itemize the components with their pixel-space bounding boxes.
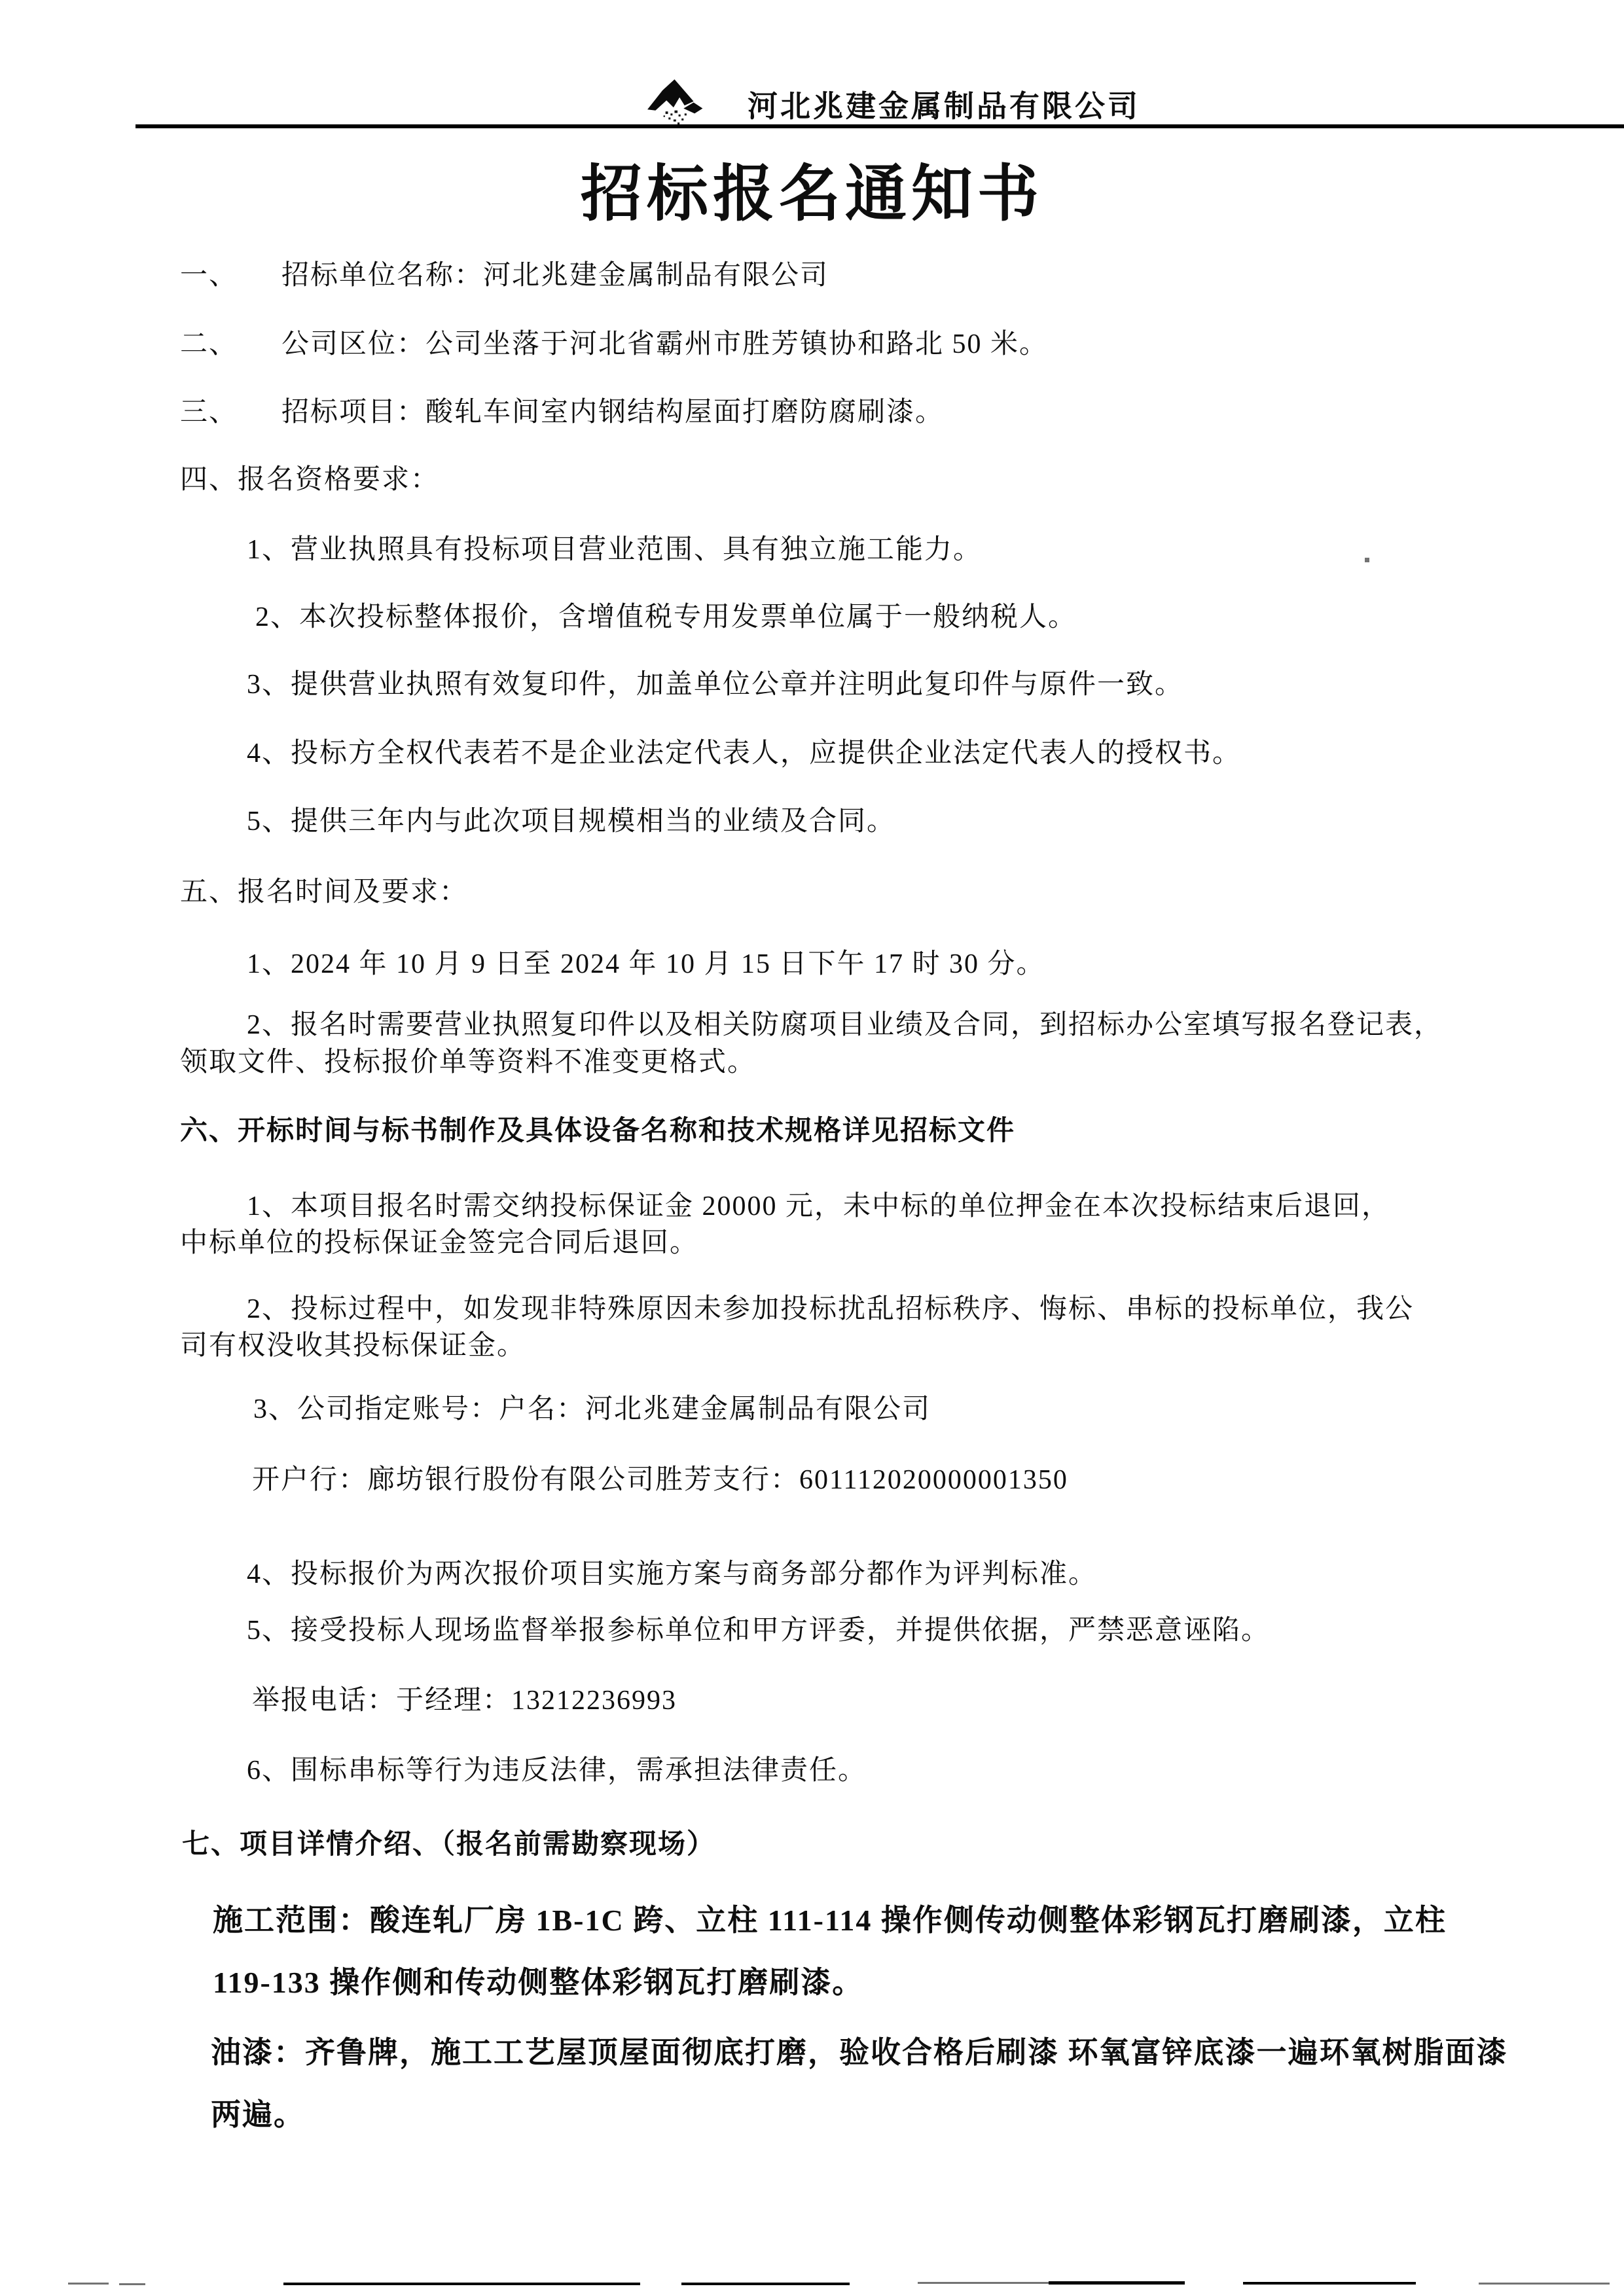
item-4-req-2: 2、本次投标整体报价，含增值税专用发票单位属于一般纳税人。 <box>255 602 1077 632</box>
scan-artifact-line <box>681 2283 850 2285</box>
item-6-deposit-a: 1、本项目报名时需交纳投标保证金 20000 元，未中标的单位押金在本次投标结束后退回， <box>247 1191 1391 1221</box>
scan-artifact-line <box>1049 2281 1185 2285</box>
list-marker: 三、 <box>180 397 238 427</box>
item-4-req-5: 5、提供三年内与此次项目规模相当的业绩及合同。 <box>247 806 896 837</box>
scan-artifact-line <box>119 2283 145 2285</box>
scan-artifact-line <box>68 2283 109 2285</box>
item-5-time-1: 1、2024 年 10 月 9 日至 2024 年 10 月 15 日下午 17 时 30 分。 <box>247 949 1045 979</box>
item-5-heading: 五、报名时间及要求： <box>180 877 469 907</box>
item-7-heading: 七、项目详情介绍、（报名前需勘察现场） <box>182 1830 716 1860</box>
list-marker: 一、 <box>180 261 238 291</box>
page-title: 招标报名通知书 <box>580 160 1043 228</box>
item-6-bank: 开户行：廊坊银行股份有限公司胜芳支行：601112020000001350 <box>252 1465 1068 1495</box>
scan-artifact-line <box>1243 2282 1416 2285</box>
list-marker: 二、 <box>180 329 238 359</box>
line-text: 公司区位：公司坐落于河北省霸州市胜芳镇协和路北 50 米。 <box>281 329 1049 359</box>
header-divider <box>135 124 1624 128</box>
item-2 <box>180 329 1048 360</box>
paint-line-b: 两遍。 <box>211 2098 305 2131</box>
item-3 <box>180 397 944 428</box>
item-5-time-2-a: 2、报名时需要营业执照复印件以及相关防腐项目业绩及合同，到招标办公室填写报名登记表， <box>247 1010 1443 1040</box>
item-6-heading: 六、开标时间与标书制作及具体设备名称和技术规格详见招标文件 <box>180 1116 1016 1146</box>
company-name: 河北兆建金属制品有限公司 <box>748 90 1140 123</box>
item-1 <box>180 261 829 291</box>
paint-line-a: 油漆：齐鲁牌，施工工艺屋顶屋面彻底打磨，验收合格后刷漆 环氧富锌底漆一遍环氧树脂面漆 <box>211 2036 1508 2069</box>
item-5-time-2-b: 领取文件、投标报价单等资料不准变更格式。 <box>180 1047 757 1077</box>
item-4-req-1: 1、营业执照具有投标项目营业范围、具有独立施工能力。 <box>247 535 983 565</box>
scan-artifact-line <box>1365 558 1369 562</box>
item-6-supervision: 5、接受投标人现场监督举报参标单位和甲方评委，并提供依据，严禁恶意诬陷。 <box>247 1616 1271 1646</box>
item-6-hotline: 举报电话：于经理：13212236993 <box>252 1686 677 1716</box>
scope-line-b: 119-133 操作侧和传动侧整体彩钢瓦打磨刷漆。 <box>213 1966 864 1999</box>
line-text: 招标项目：酸轧车间室内钢结构屋面打磨防腐刷漆。 <box>281 397 945 427</box>
item-6-forfeit-b: 司有权没收其投标保证金。 <box>180 1331 526 1361</box>
scan-artifact-line <box>1479 2283 1610 2285</box>
item-6-forfeit-a: 2、投标过程中，如发现非特殊原因未参加投标扰乱招标秩序、悔标、串标的投标单位，我公 <box>247 1294 1415 1324</box>
item-6-account: 3、公司指定账号：户名：河北兆建金属制品有限公司 <box>253 1394 931 1424</box>
item-6-criteria: 4、投标报价为两次报价项目实施方案与商务部分都作为评判标准。 <box>247 1559 1098 1589</box>
line-text: 招标单位名称：河北兆建金属制品有限公司 <box>281 261 829 291</box>
item-4-req-3: 3、提供营业执照有效复印件，加盖单位公章并注明此复印件与原件一致。 <box>247 670 1184 700</box>
item-6-law: 6、围标串标等行为违反法律，需承担法律责任。 <box>247 1756 867 1786</box>
scan-artifact-line <box>918 2282 1055 2284</box>
scan-artifact-line <box>283 2283 640 2285</box>
item-4-req-4: 4、投标方全权代表若不是企业法定代表人，应提供企业法定代表人的授权书。 <box>247 738 1242 768</box>
item-4-heading: 四、报名资格要求： <box>180 465 440 495</box>
item-6-deposit-b: 中标单位的投标保证金签完合同后退回。 <box>180 1228 699 1258</box>
scope-line-a: 施工范围：酸连轧厂房 1B-1C 跨、立柱 111-114 操作侧传动侧整体彩钢瓦打磨刷漆，立柱 <box>213 1904 1447 1937</box>
